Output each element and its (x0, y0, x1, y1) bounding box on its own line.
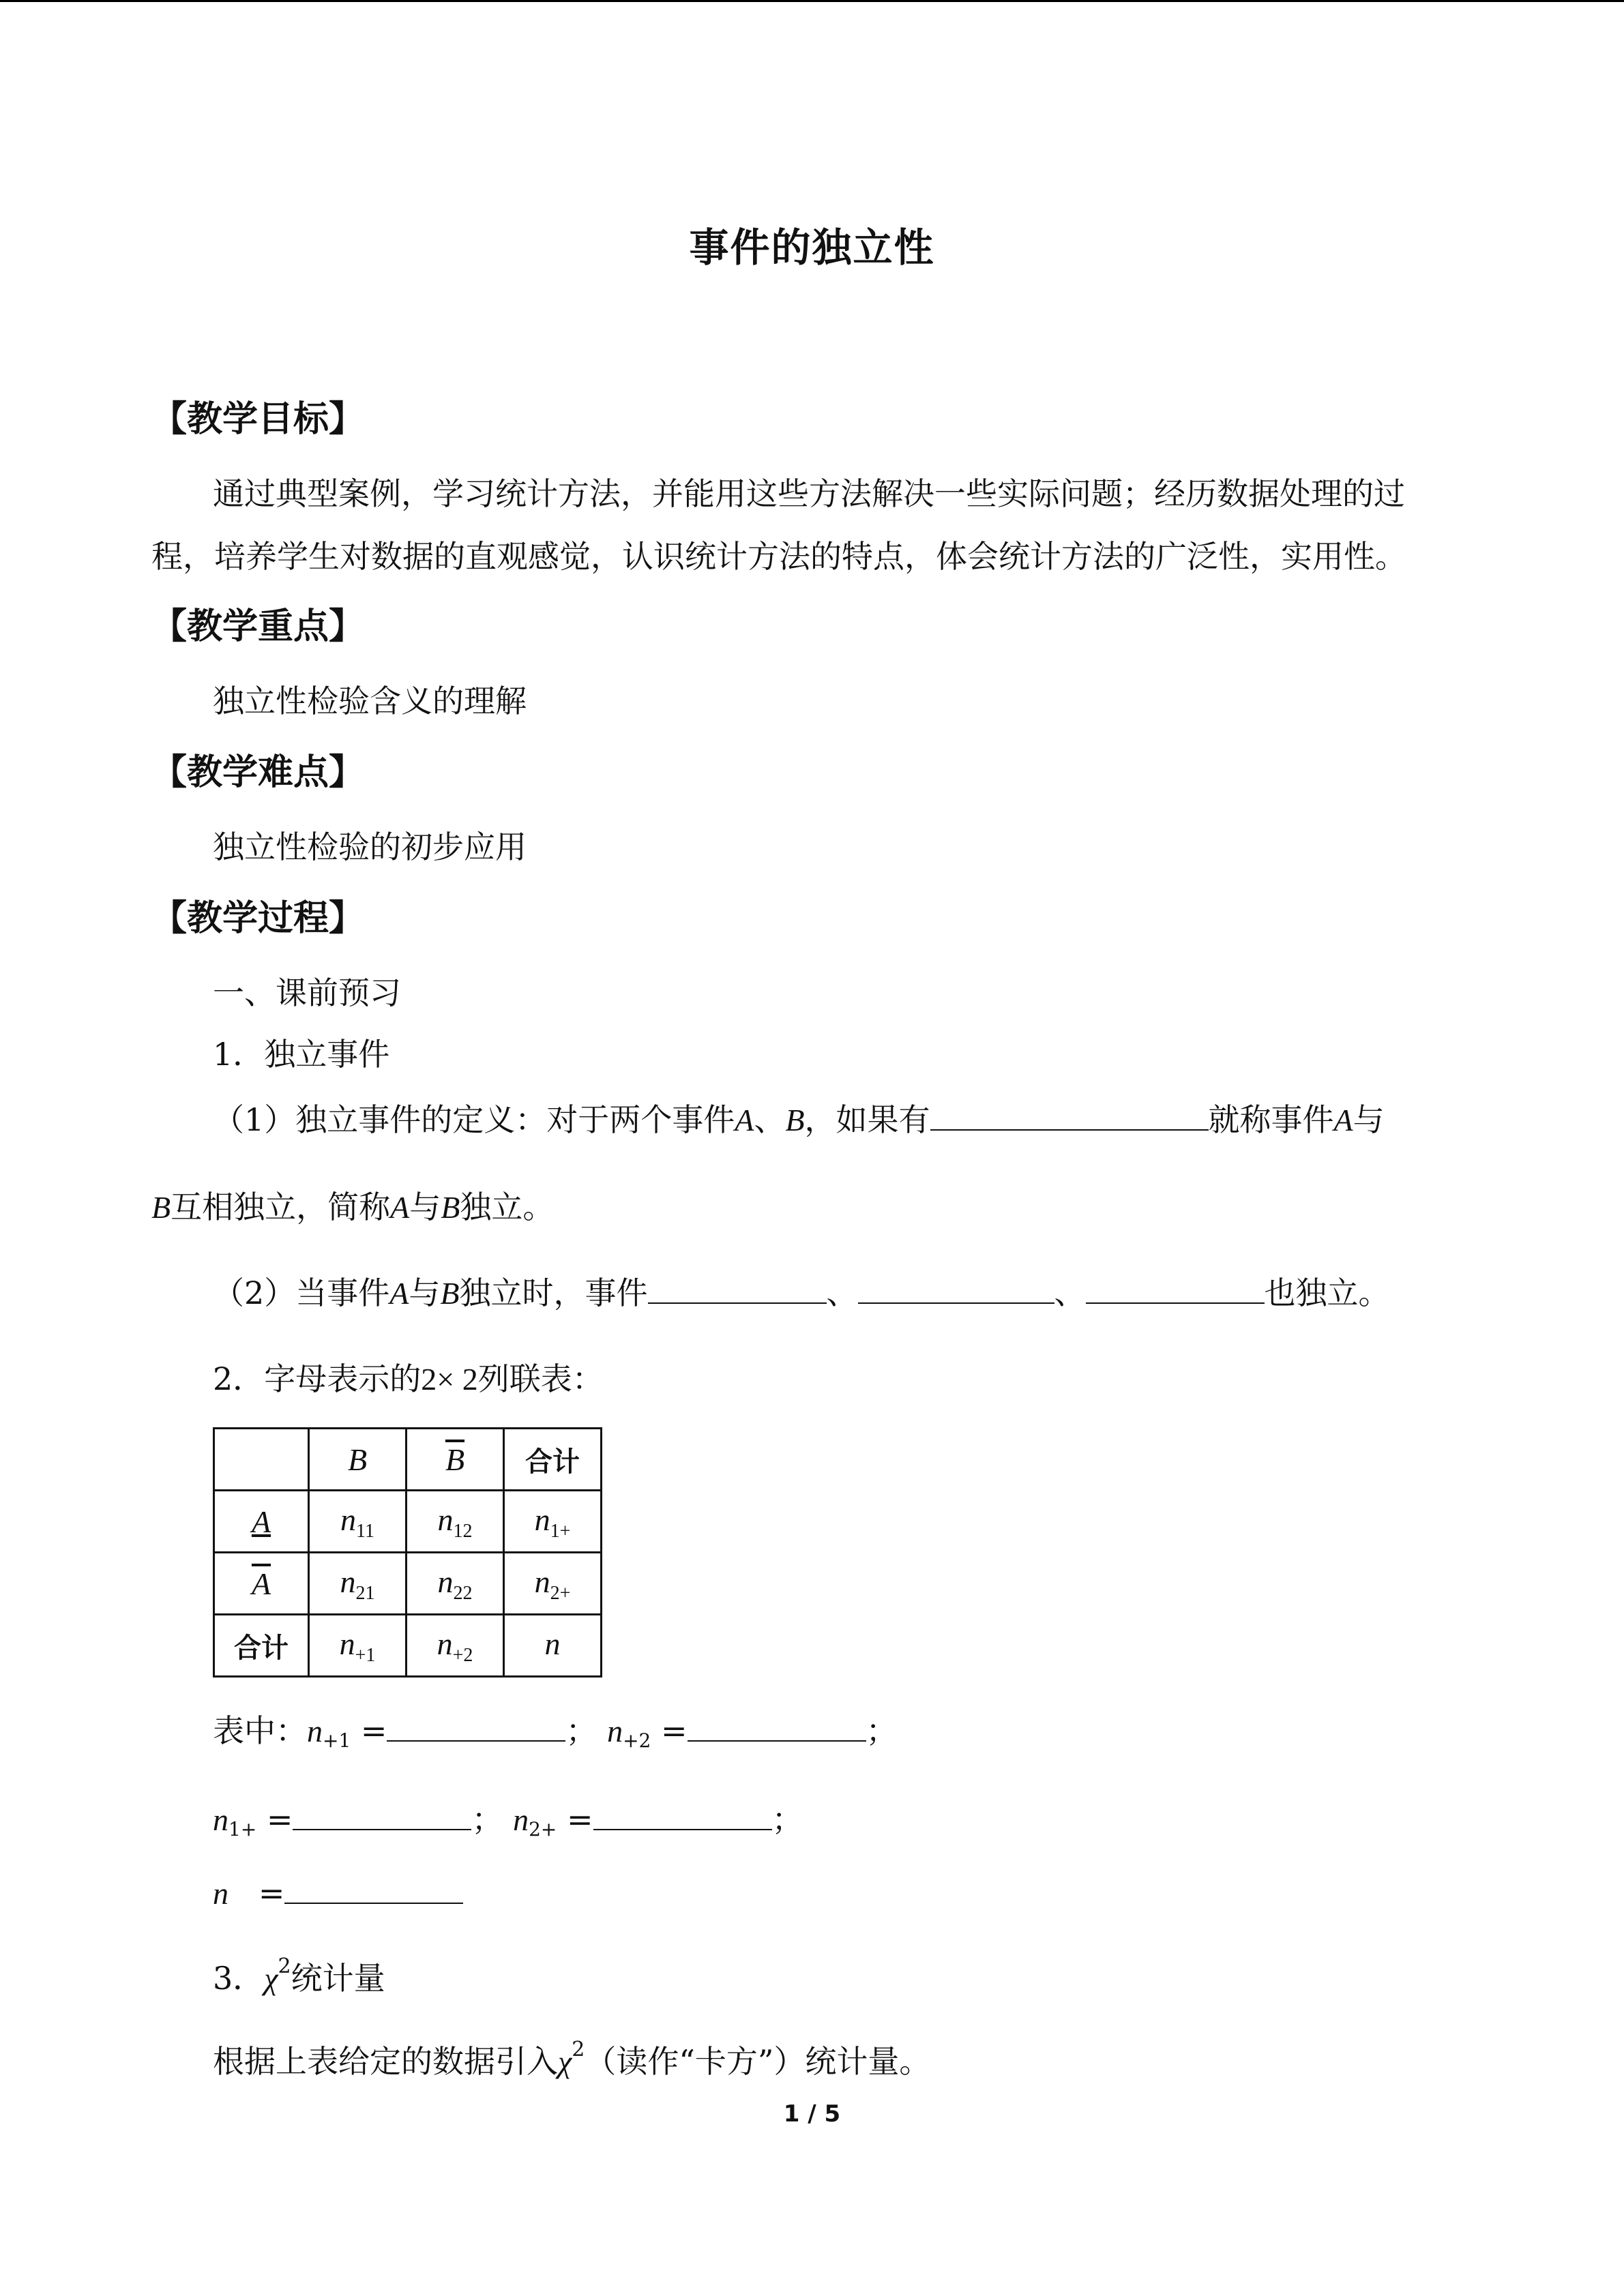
table-cell: n (504, 1615, 602, 1677)
definition-line1: （1）独立事件的定义：对于两个事件A、B，如果有 就称事件A与 (213, 1099, 1385, 1141)
item2-heading: 2．字母表示的2× 2列联表： (213, 1360, 604, 1397)
blank-2 (858, 1272, 1054, 1304)
difficulties-text: 独立性检验的初步应用 (213, 829, 527, 865)
table-note-line2: $n_{1+}$ = ； $n_{2+}$ = ； (213, 1799, 803, 1850)
item3-heading: 3．$\chi^2$统计量 (213, 1954, 385, 1997)
table-cell: $n_{22}$ (407, 1553, 504, 1615)
row-label-total: 合计 (214, 1615, 309, 1677)
contingency-table (213, 1427, 602, 1678)
key-points-heading: 【教学重点】 (151, 606, 365, 647)
table-corner (214, 1429, 309, 1491)
difficulties-heading: 【教学难点】 (151, 752, 365, 793)
blank-3 (1086, 1272, 1265, 1304)
chi-intro-line: 根据上表给定的数据引入$\chi^2$（读作“卡方”）统计量。 (213, 2038, 931, 2080)
process-heading: 【教学过程】 (151, 898, 365, 939)
table-cell: $n_{12}$ (407, 1491, 504, 1553)
table-cell: $n_{1+}$ (504, 1491, 602, 1553)
objectives-line1: 通过典型案例，学习统计方法，并能用这些方法解决一些实际问题；经历数据处理的过 (213, 475, 1405, 512)
item1-heading: 1．独立事件 (213, 1036, 390, 1073)
blank-n-1plus (293, 1799, 471, 1830)
blank-1 (648, 1272, 827, 1304)
table-note-line1: 表中：$n_{+1}$ = ； $n_{+2}$ = ； (213, 1710, 898, 1761)
blank-n-2plus (593, 1799, 772, 1830)
objectives-heading: 【教学目标】 (151, 399, 365, 440)
independence-line: （2）当事件A与B独立时，事件 、 、 也独立。 (213, 1272, 1390, 1314)
blank-n-total (284, 1873, 463, 1904)
table-header-b: B (309, 1429, 407, 1491)
table-cell: $n_{+2}$ (407, 1615, 504, 1677)
blank-n-plus1 (387, 1710, 565, 1742)
table-row (214, 1615, 602, 1677)
table-cell: $n_{2+}$ (504, 1553, 602, 1615)
blank-n-plus2 (688, 1710, 866, 1742)
row-label-a-bar: $\overline{A}$ (214, 1553, 309, 1615)
preview-heading: 一、课前预习 (213, 974, 401, 1011)
row-label-a: A (214, 1491, 309, 1553)
table-header-b-bar: $\overline{B}$ (407, 1429, 504, 1491)
definition-blank (930, 1099, 1209, 1131)
table-cell: $n_{+1}$ (309, 1615, 407, 1677)
top-border (0, 0, 1624, 2)
table-header-row (214, 1429, 602, 1491)
objectives-line2: 程，培养学生对数据的直观感觉，认识统计方法的特点，体会统计方法的广泛性，实用性。 (151, 538, 1406, 575)
table-cell: $n_{21}$ (309, 1553, 407, 1615)
table-header-total: 合计 (504, 1429, 602, 1491)
key-points-text: 独立性检验含义的理解 (213, 683, 527, 719)
table-cell: $n_{11}$ (309, 1491, 407, 1553)
page-title: 事件的独立性 (689, 224, 935, 271)
definition-line2: B互相独立，简称A与B独立。 (151, 1189, 555, 1225)
table-row (214, 1491, 602, 1553)
table-note-line3: n = (213, 1873, 463, 1914)
table-row (214, 1553, 602, 1615)
page-number: 1 / 5 (783, 2100, 841, 2128)
